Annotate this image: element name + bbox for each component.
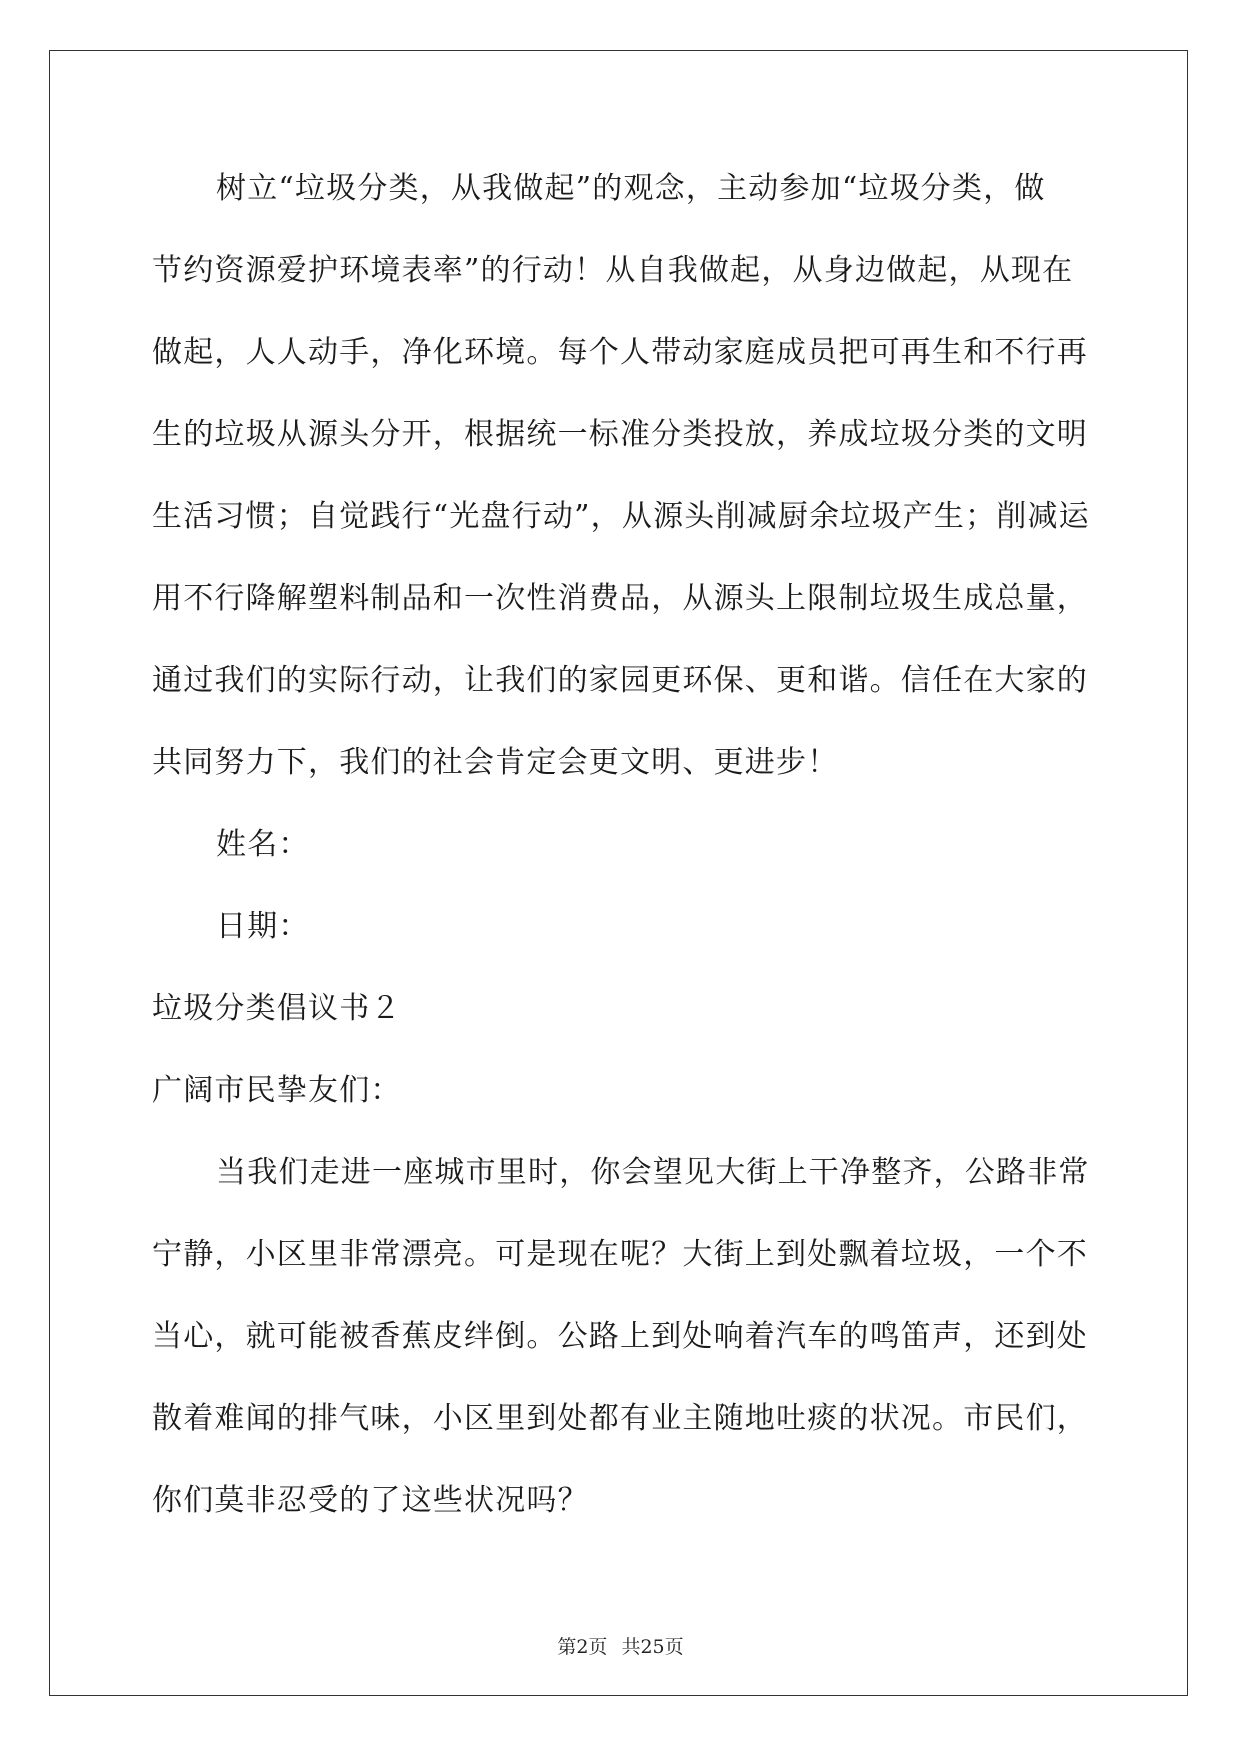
paragraph-line: 通过我们的实际行动，让我们的家园更环保、更和谐。信任在大家的 bbox=[152, 663, 1088, 698]
page-number: 第2页 bbox=[557, 1636, 608, 1658]
paragraph-line: 节约资源爱护环境表率”的行动！从自我做起，从身边做起，从现在 bbox=[152, 253, 1074, 288]
page-footer bbox=[0, 1632, 1241, 1659]
paragraph-line: 你们莫非忍受的了这些状况吗？ bbox=[152, 1483, 589, 1518]
paragraph-line: 用不行降解塑料制品和一次性消费品，从源头上限制垃圾生成总量， bbox=[152, 581, 1088, 616]
document-body bbox=[152, 162, 1092, 1556]
date-label: 日期： bbox=[216, 909, 310, 944]
paragraph-line: 树立“垃圾分类，从我做起”的观念，主动参加“垃圾分类，做 bbox=[216, 171, 1046, 206]
page-total: 共25页 bbox=[621, 1636, 684, 1658]
greeting: 广阔市民挚友们： bbox=[152, 1073, 402, 1108]
paragraph-line: 生活习惯；自觉践行“光盘行动”，从源头削减厨余垃圾产生；削减运 bbox=[152, 499, 1090, 534]
section-title: 垃圾分类倡议书２ bbox=[152, 991, 402, 1026]
paragraph-line: 当心，就可能被香蕉皮绊倒。公路上到处响着汽车的鸣笛声，还到处 bbox=[152, 1319, 1088, 1354]
paragraph-line: 生的垃圾从源头分开，根据统一标准分类投放，养成垃圾分类的文明 bbox=[152, 417, 1088, 452]
paragraph-line: 散着难闻的排气味，小区里到处都有业主随地吐痰的状况。市民们， bbox=[152, 1401, 1088, 1436]
paragraph-line: 当我们走进一座城市里时，你会望见大街上干净整齐，公路非常 bbox=[216, 1155, 1090, 1190]
name-label: 姓名： bbox=[216, 827, 310, 862]
paragraph-line: 做起，人人动手，净化环境。每个人带动家庭成员把可再生和不行再 bbox=[152, 335, 1088, 370]
paragraph-line: 共同努力下，我们的社会肯定会更文明、更进步！ bbox=[152, 745, 839, 780]
paragraph-line: 宁静，小区里非常漂亮。可是现在呢？大街上到处飘着垃圾，一个不 bbox=[152, 1237, 1088, 1272]
